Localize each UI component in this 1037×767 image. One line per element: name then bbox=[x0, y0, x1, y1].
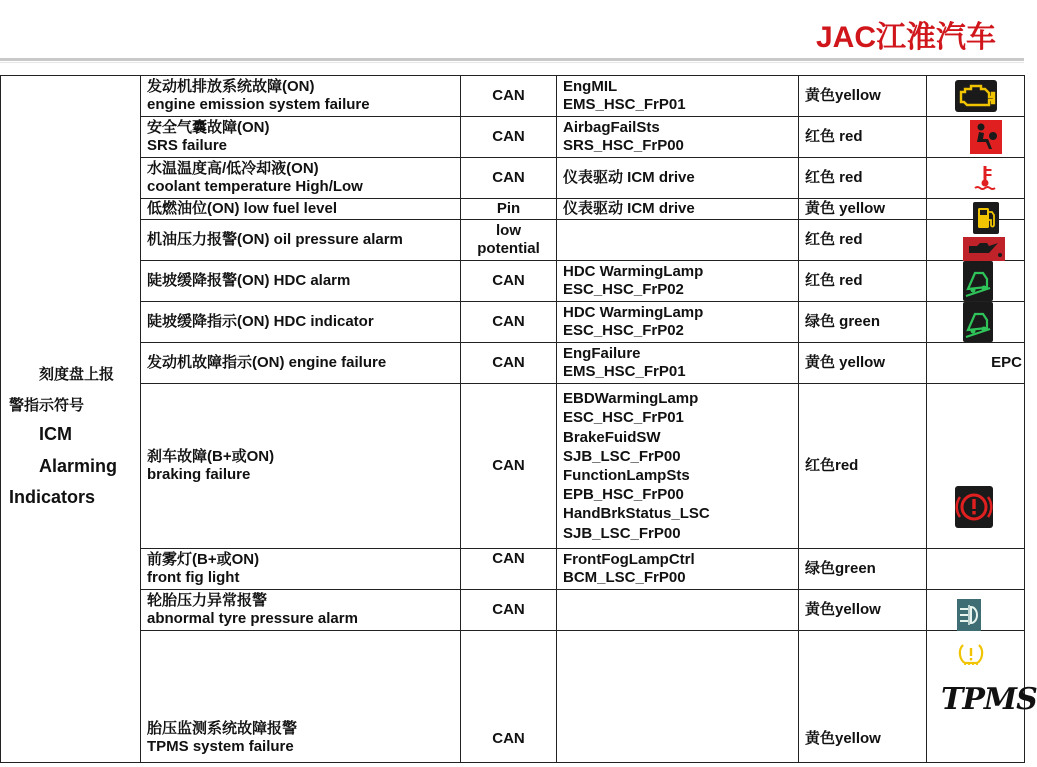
hdc-car-icon bbox=[963, 261, 993, 301]
color-cell: 绿色green bbox=[799, 548, 927, 589]
oil-can-icon bbox=[963, 237, 1005, 261]
signal-cell: HDC WarmingLamp ESC_HSC_FrP02 bbox=[557, 302, 799, 343]
signal-cell: EngFailure EMS_HSC_FrP01 bbox=[557, 343, 799, 384]
table-row bbox=[1, 548, 1025, 589]
epc-icon-text: EPC bbox=[991, 354, 1022, 372]
color-cell: 黄色 yellow bbox=[799, 199, 927, 220]
description-cell: 轮胎压力异常报警 abnormal tyre pressure alarm bbox=[141, 589, 461, 630]
description-cell: 发动机故障指示(ON) engine failure bbox=[141, 343, 461, 384]
protocol-cell: CAN bbox=[461, 261, 557, 302]
protocol-cell: CAN bbox=[461, 548, 557, 589]
signal-cell: 仪表驱动 ICM drive bbox=[557, 199, 799, 220]
signal-cell bbox=[557, 589, 799, 630]
protocol-cell: CAN bbox=[461, 302, 557, 343]
protocol-cell: CAN bbox=[461, 630, 557, 762]
protocol-cell: CAN bbox=[461, 589, 557, 630]
description-cell: 水温温度高/低冷却液(ON) coolant temperature High/Low bbox=[141, 158, 461, 199]
table-row bbox=[1, 589, 1025, 630]
signal-cell: EBDWarmingLamp ESC_HSC_FrP01 BrakeFuidSW SJB_LSC_FrP00 FunctionLampSts EPB_HSC_FrP00 HandBrkStatus_LSC SJB_LSC_FrP00 bbox=[557, 384, 799, 548]
color-cell: 红色 red bbox=[799, 261, 927, 302]
color-cell: 红色 red bbox=[799, 158, 927, 199]
brand-logo bbox=[816, 18, 996, 58]
table-row bbox=[1, 343, 1025, 384]
icon-cell bbox=[927, 343, 1025, 384]
icon-cell bbox=[927, 384, 1025, 548]
description-cell: 陡坡缓降指示(ON) HDC indicator bbox=[141, 302, 461, 343]
color-cell: 绿色 green bbox=[799, 302, 927, 343]
signal-cell: EngMIL EMS_HSC_FrP01 bbox=[557, 76, 799, 117]
description-cell: 胎压监测系统故障报警 TPMS system failure bbox=[141, 630, 461, 762]
color-cell: 黄色yellow bbox=[799, 76, 927, 117]
hdc-car-icon bbox=[963, 302, 993, 342]
color-cell: 红色 red bbox=[799, 117, 927, 158]
header-rule-shadow bbox=[0, 62, 1024, 63]
description-cell: 低燃油位(ON) low fuel level bbox=[141, 199, 461, 220]
icon-cell bbox=[927, 630, 1037, 762]
protocol-cell: CAN bbox=[461, 384, 557, 548]
icon-cell bbox=[927, 302, 1025, 343]
signal-cell bbox=[557, 630, 799, 762]
color-cell: 红色 red bbox=[799, 220, 927, 261]
description-cell: 发动机排放系统故障(ON) engine emission system failure bbox=[141, 76, 461, 117]
table-row bbox=[1, 384, 1025, 548]
table-row bbox=[1, 158, 1025, 199]
description-cell: 前雾灯(B+或ON) front fig light bbox=[141, 548, 461, 589]
signal-cell: HDC WarmingLamp ESC_HSC_FrP02 bbox=[557, 261, 799, 302]
icon-cell bbox=[927, 117, 1025, 158]
brand-chinese: 江淮汽车 bbox=[876, 20, 996, 55]
category-en-line2: Alarming bbox=[39, 456, 118, 476]
icon-cell bbox=[927, 158, 1025, 199]
color-cell: 黄色yellow bbox=[799, 589, 927, 630]
icon-cell bbox=[927, 261, 1025, 302]
icon-cell bbox=[927, 220, 1025, 261]
category-cn-line2: 警指示符号 bbox=[9, 397, 85, 414]
category-cell bbox=[1, 76, 141, 763]
header bbox=[0, 0, 1024, 60]
description-cell: 刹车故障(B+或ON) braking failure bbox=[141, 384, 461, 548]
brake-warning-icon bbox=[955, 486, 993, 528]
icon-cell bbox=[927, 548, 1025, 589]
header-rule bbox=[0, 58, 1024, 61]
tpms-icon-text: TPMS bbox=[941, 681, 1037, 717]
protocol-cell: Pin bbox=[461, 199, 557, 220]
protocol-cell: CAN bbox=[461, 343, 557, 384]
description-cell: 陡坡缓降报警(ON) HDC alarm bbox=[141, 261, 461, 302]
table-row bbox=[1, 302, 1025, 343]
table-row bbox=[1, 199, 1025, 220]
category-cn-line1: 刻度盘上报 bbox=[39, 366, 115, 383]
protocol-cell: low potential bbox=[461, 220, 557, 261]
icon-cell bbox=[927, 589, 1025, 630]
table-row bbox=[1, 76, 1025, 117]
description-cell: 机油压力报警(ON) oil pressure alarm bbox=[141, 220, 461, 261]
description-cell: 安全气囊故障(ON) SRS failure bbox=[141, 117, 461, 158]
protocol-cell: CAN bbox=[461, 117, 557, 158]
icon-cell bbox=[927, 199, 1025, 220]
table-row bbox=[1, 220, 1025, 261]
signal-cell: AirbagFailSts SRS_HSC_FrP00 bbox=[557, 117, 799, 158]
table-row bbox=[1, 117, 1025, 158]
indicator-table bbox=[0, 75, 1037, 763]
color-cell: 黄色 yellow bbox=[799, 343, 927, 384]
category-en-line1: ICM bbox=[39, 424, 72, 444]
brand-latin: JAC bbox=[815, 21, 876, 54]
color-cell: 红色red bbox=[799, 384, 927, 548]
category-en-line3: Indicators bbox=[9, 487, 96, 507]
protocol-cell: CAN bbox=[461, 158, 557, 199]
engine-check-icon bbox=[955, 80, 997, 112]
table-row bbox=[1, 630, 1025, 762]
table-row bbox=[1, 261, 1025, 302]
protocol-cell: CAN bbox=[461, 76, 557, 117]
coolant-temperature-icon bbox=[974, 165, 996, 191]
signal-cell: FrontFogLampCtrl BCM_LSC_FrP00 bbox=[557, 548, 799, 589]
signal-cell bbox=[557, 220, 799, 261]
icon-cell bbox=[927, 76, 1025, 117]
airbag-icon bbox=[970, 120, 1002, 154]
color-cell: 黄色yellow bbox=[799, 630, 927, 762]
signal-cell: 仪表驱动 ICM drive bbox=[557, 158, 799, 199]
